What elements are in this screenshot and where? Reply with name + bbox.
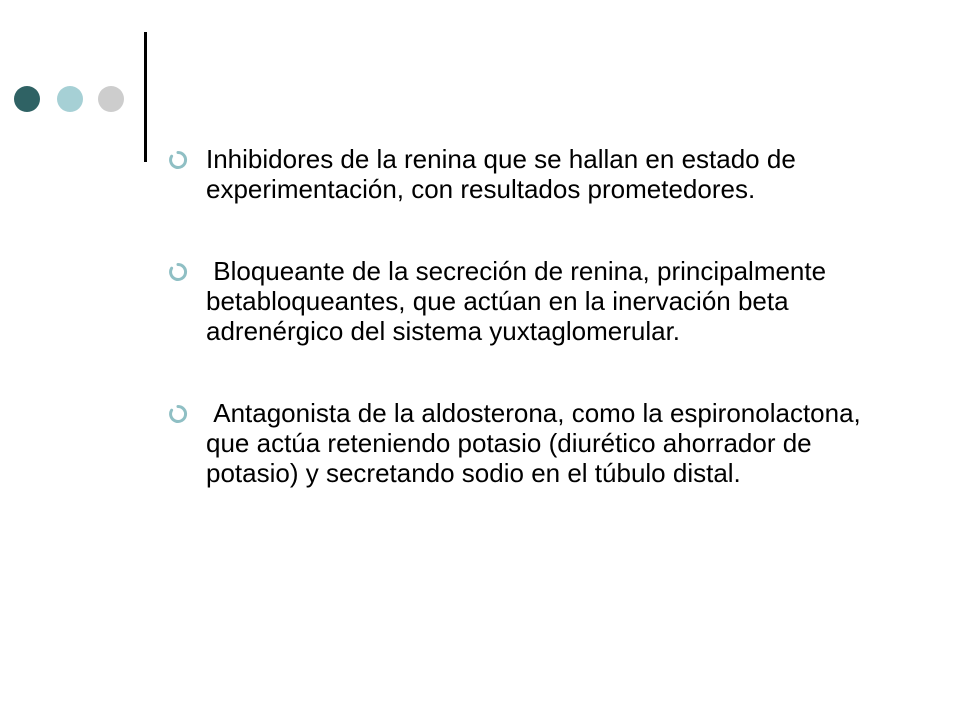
title-divider-line [144, 32, 147, 162]
decorative-dots [14, 86, 124, 112]
bullet-icon [168, 150, 188, 170]
bullet-list [168, 144, 868, 540]
bullet-text: Inhibidores de la renina que se hallan en estado de experimentación, con resultados prometedores. [206, 144, 804, 204]
bullet-text: Antagonista de la aldosterona, como la espironolactona, que actúa reteniendo potasio (diurético ahorrador de potasio) y secretando sodio en el túbulo distal. [206, 398, 869, 488]
dot-light-teal [57, 86, 83, 112]
dot-dark-teal [14, 86, 40, 112]
bullet-item [168, 398, 868, 488]
bullet-item [168, 256, 868, 346]
bullet-icon [168, 262, 188, 282]
dot-gray [98, 86, 124, 112]
bullet-text: Bloqueante de la secreción de renina, principalmente betabloqueantes, que actúan en la inervación beta adrenérgico del sistema yuxtaglomerular. [206, 256, 834, 346]
bullet-icon [168, 404, 188, 424]
bullet-item [168, 144, 868, 204]
